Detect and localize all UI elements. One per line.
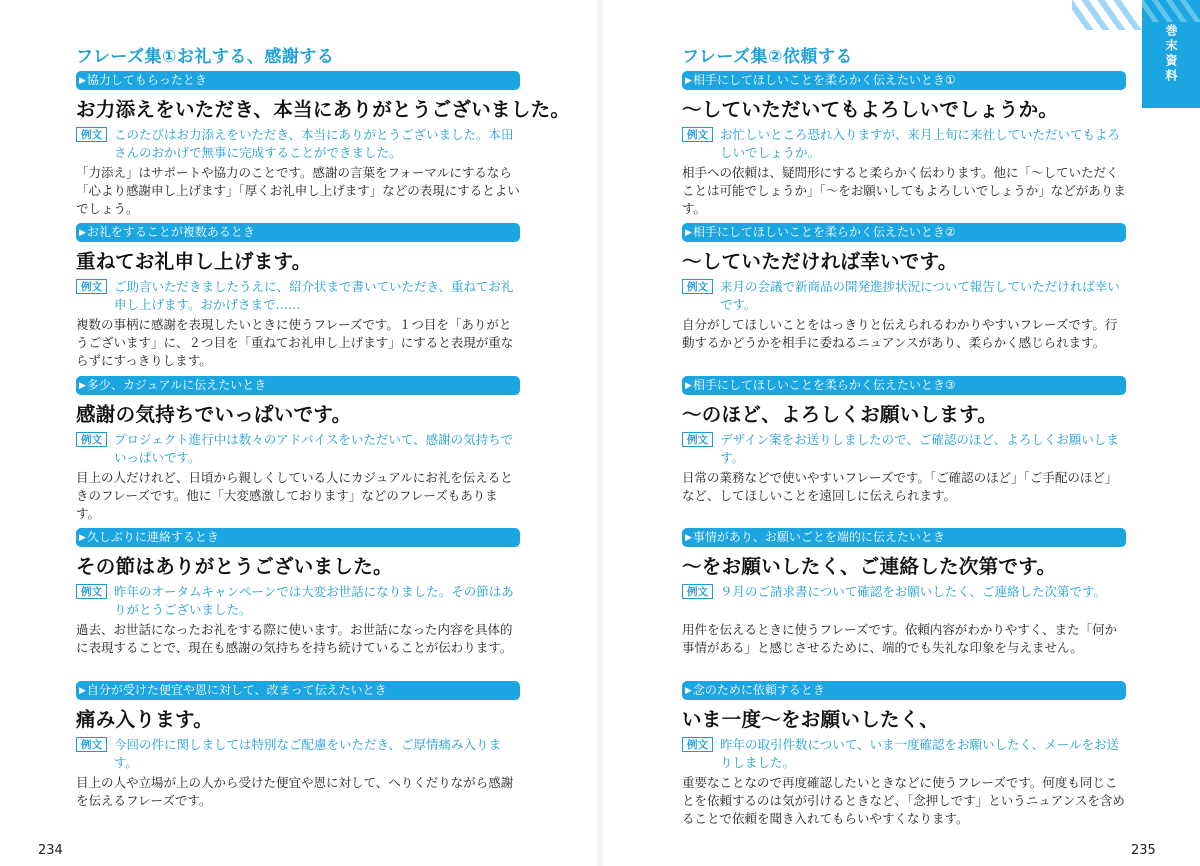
description: 過去、お世話になったお礼をする際に使います。お世話になった内容を具体的に表現することで、現在も感謝の気持ちを持ち続けていることが伝わります。 — [76, 622, 513, 655]
example — [682, 583, 1126, 601]
triangle-icon: ▶ — [79, 381, 86, 391]
triangle-icon: ▶ — [79, 533, 86, 543]
example — [682, 126, 1126, 162]
tab-stripes-decoration — [1072, 0, 1142, 30]
description: 目上の人だけれど、日頃から親しくしている人にカジュアルにお礼を伝えるときのフレーズです。他に「大変感激しております」などのフレーズもあります。 — [76, 470, 513, 521]
page-number-left: 234 — [38, 843, 63, 858]
situation-bar — [76, 223, 520, 242]
situation-label: 多少、カジュアルに伝えたいとき — [86, 378, 267, 392]
description: 用件を伝えるときに使うフレーズです。依頼内容がわかりやすく、また「何か事情がある」と感じさせるために、端的でも失礼な印象を与えません。 — [682, 622, 1118, 655]
phrase-text: ～していただいてもよろしいでしょうか。 — [682, 98, 1059, 121]
chapter-tab-label: 巻末資料 — [1164, 24, 1178, 84]
example-text: ９月のご請求書について確認をお願いしたく、ご連絡した次第です。 — [720, 584, 1107, 599]
phrase-section — [682, 528, 1126, 657]
page-heading: フレーズ集②依頼する — [682, 47, 853, 67]
phrase-section — [682, 71, 1126, 218]
example-badge: 例文 — [682, 127, 713, 142]
situation-bar — [682, 528, 1126, 547]
example-text: デザイン案をお送りしましたので、ご確認のほど、よろしくお願いします。 — [720, 432, 1119, 465]
example — [76, 431, 520, 467]
situation-label: 相手にしてほしいことを柔らかく伝えたいとき② — [692, 225, 956, 239]
example-text: 昨年の取引件数について、いま一度確認をお願いしたく、メールをお送りしました。 — [720, 737, 1120, 770]
triangle-icon: ▶ — [685, 228, 692, 238]
example — [682, 431, 1126, 467]
example-text: プロジェクト進行中は数々のアドバイスをいただいて、感謝の気持ちでいっぱいです。 — [114, 432, 514, 465]
spine-shadow — [596, 0, 604, 866]
situation-bar — [682, 71, 1126, 90]
triangle-icon: ▶ — [685, 686, 692, 696]
example-text: 来月の会議で新商品の開発進捗状況について報告していただければ幸いです。 — [720, 279, 1120, 312]
description: 自分がしてほしいことをはっきりと伝えられるわかりやすいフレーズです。行動するかどうかを相手に委ねるニュアンスがあり、柔らかく感じられます。 — [682, 317, 1118, 350]
phrase-text: いま一度～をお願いしたく、 — [682, 708, 940, 731]
phrase-section — [76, 681, 520, 810]
description: 相手への依頼は、疑問形にすると柔らかく伝わります。他に「～していただくことは可能でしょうか」「～をお願いしてもよろしいでしょうか」などがあります。 — [682, 165, 1126, 216]
example-badge: 例文 — [682, 737, 713, 752]
phrase-section — [76, 528, 520, 657]
situation-label: 協力してもらったとき — [86, 73, 207, 87]
situation-bar — [76, 528, 520, 547]
phrase-section — [76, 376, 520, 523]
situation-label: 相手にしてほしいことを柔らかく伝えたいとき① — [692, 73, 956, 87]
example-text: 今回の件に関しましては特別なご配慮をいただき、ご厚情痛み入ります。 — [114, 737, 502, 770]
situation-label: 久しぶりに連絡するとき — [86, 530, 219, 544]
phrase-text: 重ねてお礼申し上げます。 — [76, 250, 312, 273]
description: 日常の業務などで使いやすいフレーズです。「ご確認のほど」「ご手配のほど」など、してほしいことを遠回しに伝えられます。 — [682, 470, 1118, 503]
phrase-text: 痛み入ります。 — [76, 708, 214, 731]
situation-label: 念のために依頼するとき — [692, 683, 825, 697]
situation-bar — [682, 681, 1126, 700]
example-badge: 例文 — [76, 127, 107, 142]
phrase-text: その節はありがとうございました。 — [76, 555, 393, 578]
example — [76, 583, 520, 619]
situation-bar — [76, 681, 520, 700]
example-text: ご助言いただきましたうえに、紹介状まで書いていただき、重ねてお礼申し上げます。おかげさまで…… — [114, 279, 514, 312]
example-text: 昨年のオータムキャンペーンでは大変お世話になりました。その節はありがとうございました。 — [114, 584, 514, 617]
situation-bar — [682, 223, 1126, 242]
description: 重要なことなので再度確認したいときなどに使うフレーズです。何度も同じことを依頼するのは気が引けるときなど、「念押しです」というニュアンスを含めることで依頼を聞き入れてもらいやすくなります。 — [682, 775, 1125, 826]
example-badge: 例文 — [76, 432, 107, 447]
phrase-text: 感謝の気持ちでいっぱいです。 — [76, 403, 352, 426]
phrase-text: ～のほど、よろしくお願いします。 — [682, 403, 998, 426]
chapter-tab — [1142, 0, 1200, 108]
triangle-icon: ▶ — [685, 76, 692, 86]
situation-bar — [76, 71, 520, 90]
example — [682, 278, 1126, 314]
triangle-icon: ▶ — [79, 228, 86, 238]
example — [76, 126, 520, 162]
situation-label: 事情があり、お願いごとを端的に伝えたいとき — [692, 530, 945, 544]
example-text: お忙しいところ恐れ入りますが、来月上旬に来社していただいてもよろしいでしょうか。 — [720, 127, 1121, 160]
phrase-section — [76, 223, 520, 370]
triangle-icon: ▶ — [79, 686, 86, 696]
example — [76, 736, 520, 772]
example — [682, 736, 1126, 772]
example-badge: 例文 — [682, 432, 713, 447]
phrase-section — [682, 223, 1126, 352]
tab-stripes-inner — [1142, 0, 1200, 22]
description: 「力添え」はサポートや協力のことです。感謝の言葉をフォーマルにするなら「心より感謝申し上げます」「厚くお礼申し上げます」などの表現にするとよいでしょう。 — [76, 165, 520, 216]
example-badge: 例文 — [76, 737, 107, 752]
triangle-icon: ▶ — [685, 381, 692, 391]
phrase-text: ～をお願いしたく、ご連絡した次第です。 — [682, 555, 1057, 578]
situation-label: 自分が受けた便宜や恩に対して、改まって伝えたいとき — [86, 683, 387, 697]
triangle-icon: ▶ — [79, 76, 86, 86]
page-heading: フレーズ集①お礼する、感謝する — [76, 47, 335, 67]
example — [76, 278, 520, 314]
page-number-right: 235 — [1131, 843, 1156, 858]
situation-label: 相手にしてほしいことを柔らかく伝えたいとき③ — [692, 378, 956, 392]
situation-bar — [682, 376, 1126, 395]
situation-bar — [76, 376, 520, 395]
description: 複数の事柄に感謝を表現したいときに使うフレーズです。１つ目を「ありがとうございます」に、２つ目を「重ねてお礼申し上げます」にすると表現が重ならずにすっきりします。 — [76, 317, 514, 368]
phrase-section — [682, 681, 1126, 828]
example-badge: 例文 — [76, 279, 107, 294]
example-badge: 例文 — [682, 584, 713, 599]
example-badge: 例文 — [76, 584, 107, 599]
phrase-section — [76, 71, 571, 218]
example-text: このたびはお力添えをいただき、本当にありがとうございました。本田さんのおかげで無事に完成することができました。 — [114, 127, 514, 160]
phrase-text: ～していただければ幸いです。 — [682, 250, 958, 273]
triangle-icon: ▶ — [685, 533, 692, 543]
situation-label: お礼をすることが複数あるとき — [86, 225, 255, 239]
description: 目上の人や立場が上の人から受けた便宜や恩に対して、へりくだりながら感謝を伝えるフレーズです。 — [76, 775, 514, 808]
example-badge: 例文 — [682, 279, 713, 294]
phrase-section — [682, 376, 1126, 505]
phrase-text: お力添えをいただき、本当にありがとうございました。 — [76, 98, 571, 121]
